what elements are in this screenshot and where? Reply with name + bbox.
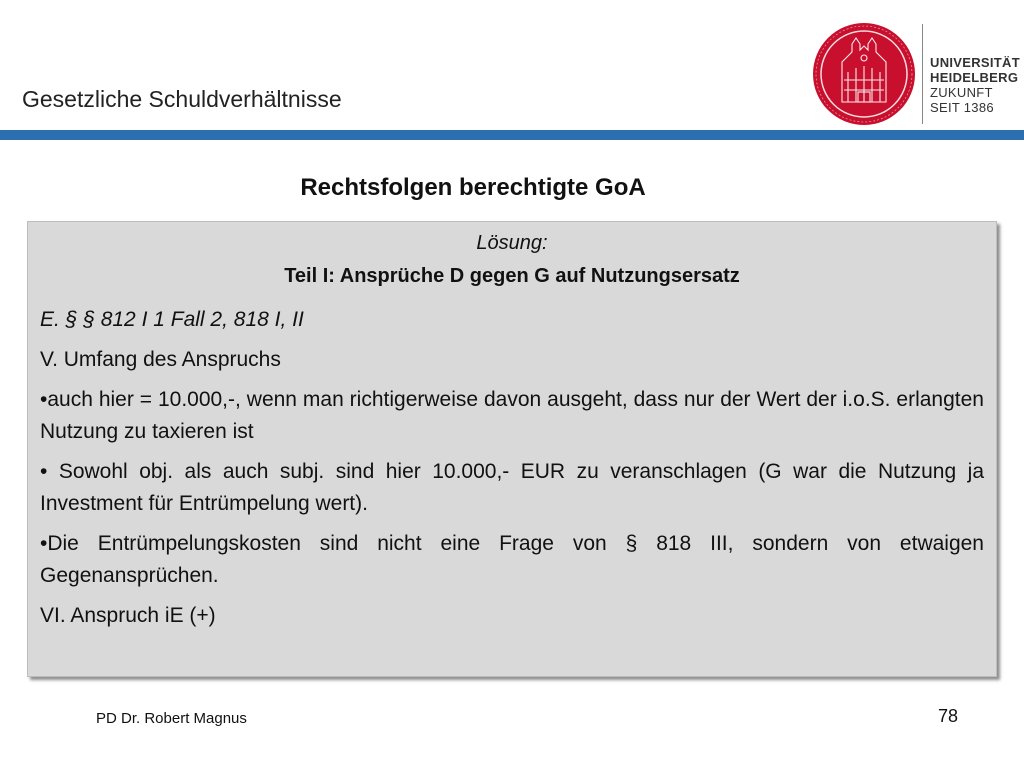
logo-line-seit: SEIT 1386 [930, 100, 994, 115]
content-line-bullet-costs: •Die Entrümpelungskosten sind nicht eine Frage von § 818 III, sondern von etwaigen Gegenansprüchen. [40, 532, 984, 587]
logo-line-universitaet: UNIVERSITÄT [930, 55, 1020, 70]
logo-divider [922, 24, 923, 124]
content-line-bullet-objective: • Sowohl obj. als auch subj. sind hier 10.000,- EUR zu veranschlagen (G war die Nutzung ja Investment für Entrümpelung wert). [40, 460, 984, 515]
page-number: 78 [938, 706, 959, 726]
university-seal-icon [812, 22, 916, 126]
content-line-result: VI. Anspruch iE (+) [40, 604, 216, 627]
slide-title: Rechtsfolgen berechtigte GoA [300, 174, 646, 201]
presentation-title: Gesetzliche Schuldverhältnisse [22, 86, 342, 112]
content-box [27, 221, 997, 677]
logo-line-heidelberg: HEIDELBERG [930, 70, 1019, 85]
logo-line-zukunft: ZUKUNFT [930, 85, 993, 100]
content-line-bullet-value: •auch hier = 10.000,-, wenn man richtigerweise davon ausgeht, dass nur der Wert der i.o.S. erlangten Nutzung zu taxieren ist [40, 388, 984, 443]
content-line-scope: V. Umfang des Anspruchs [40, 348, 281, 371]
header-divider-bar [0, 130, 1024, 140]
footer-author: PD Dr. Robert Magnus [96, 710, 247, 727]
solution-heading: Lösung: [476, 232, 548, 254]
part-heading: Teil I: Ansprüche D gegen G auf Nutzungsersatz [284, 265, 740, 287]
content-line-norm: E. § § 812 I 1 Fall 2, 818 I, II [40, 308, 304, 331]
logo-wordmark [930, 55, 1020, 115]
university-logo [812, 22, 1020, 128]
